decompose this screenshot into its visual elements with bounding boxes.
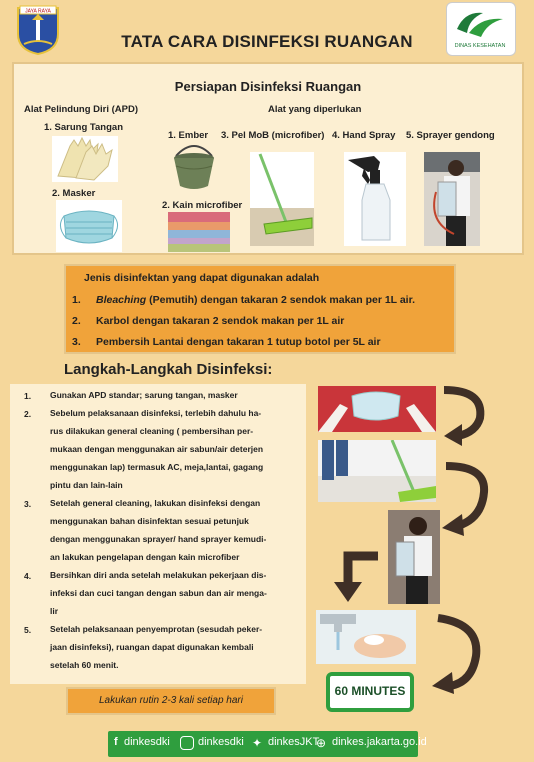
- step-handwash-photo: [316, 610, 416, 669]
- step-5-text: [50, 620, 304, 674]
- disinfectant-intro: Jenis disinfektan yang dapat digunakan adalah: [84, 272, 320, 284]
- steps-title: Langkah-Langkah Disinfeksi:: [64, 361, 273, 378]
- gloves-label: 1. Sarung Tangan: [44, 122, 124, 133]
- sprayer-image: [424, 152, 480, 251]
- mop-image: [250, 152, 314, 251]
- step-line: setelah 60 menit.: [50, 660, 119, 670]
- step-line: Gunakan APD standar; sarung tangan, masker: [50, 390, 238, 400]
- facebook-icon: f: [114, 736, 118, 748]
- preparation-panel: [12, 62, 524, 255]
- facebook-handle[interactable]: dinkesdki: [124, 736, 170, 748]
- curved-arrow-icon: [440, 462, 492, 543]
- disinfectant-3-text: Pembersih Lantai dengan takaran 1 tutup botol per 5L air: [96, 336, 381, 348]
- svg-text:JAYA RAYA: JAYA RAYA: [25, 8, 51, 15]
- curved-arrow-icon: [440, 384, 492, 453]
- disinfectant-2-num: 2.: [72, 315, 81, 327]
- step-line: menggunakan lap) termasuk AC, meja,lantai, gagang: [50, 462, 264, 472]
- sixty-minutes-sign: 60 MINUTES: [326, 672, 414, 712]
- bucket-image: [170, 142, 218, 197]
- step-mop-photo: [318, 440, 436, 507]
- preparation-title: Persiapan Disinfeksi Ruangan: [174, 79, 362, 94]
- step-2-text: [50, 404, 304, 494]
- apd-heading: Alat Pelindung Diri (APD): [24, 104, 138, 115]
- instagram-handle[interactable]: dinkesdki: [198, 736, 244, 748]
- hand-spray-label: 4. Hand Spray: [332, 130, 396, 141]
- gloves-image: [52, 136, 118, 187]
- step-line: Sebelum pelaksanaan disinfeksi, terlebih dahulu ha-: [50, 408, 262, 418]
- step-1-text: [50, 386, 304, 404]
- step-line: mukaan dengan menggunakan air sabun/air deterjen: [50, 444, 264, 454]
- step-line: Setelah general cleaning, lakukan disinfeksi dengan: [50, 498, 261, 508]
- step-ppe-photo: [318, 386, 436, 437]
- step-line: infeksi dan cuci tangan dengan sabun dan air menga-: [50, 588, 267, 598]
- mask-image: [56, 200, 122, 257]
- page-title: TATA CARA DISINFEKSI RUANGAN: [121, 32, 413, 51]
- svg-text:DINAS KESEHATAN: DINAS KESEHATAN: [454, 43, 506, 49]
- steps-panel: [10, 384, 306, 684]
- step-1-num: 1.: [24, 391, 32, 401]
- step-line: Bersihkan diri anda setelah melakukan pekerjaan dis-: [50, 570, 267, 580]
- instagram-icon: [180, 736, 194, 750]
- step-line: menggunakan bahan disinfektan sesuai petunjuk: [50, 516, 249, 526]
- disinfectant-1-num: 1.: [72, 294, 81, 306]
- cloth-image: [168, 212, 230, 257]
- twitter-handle[interactable]: dinkesJKT: [268, 736, 320, 748]
- globe-icon: ⊕: [316, 736, 327, 750]
- tools-heading: Alat yang diperlukan: [268, 104, 362, 115]
- disinfectant-2-text: Karbol dengan takaran 2 sendok makan per 1L air: [96, 315, 345, 327]
- step-3-text: [50, 494, 304, 566]
- website-link[interactable]: dinkes.jakarta.go.id: [332, 736, 427, 748]
- step-line: rus dilakukan general cleaning ( pembersihan per-: [50, 426, 254, 436]
- step-line: Setelah pelaksanaan penyemprotan (sesudah peker-: [50, 624, 263, 634]
- step-sprayer-photo: [388, 510, 440, 609]
- mop-label: 3. Pel MoB (microfiber): [221, 130, 325, 141]
- mask-label: 2. Masker: [52, 188, 96, 199]
- step-line: lir: [50, 606, 59, 616]
- curved-arrow-icon: [430, 614, 486, 699]
- twitter-icon: ✦: [252, 736, 263, 750]
- corner-arrow-icon: [332, 548, 378, 609]
- disinfectant-3-num: 3.: [72, 336, 81, 348]
- cloth-label: 2. Kain microfiber: [162, 200, 243, 211]
- step-4-text: [50, 566, 304, 620]
- step-line: an lakukan pengelapan dengan kain microfiber: [50, 552, 240, 562]
- social-footer: [108, 731, 427, 757]
- step-3-num: 3.: [24, 499, 32, 509]
- disinfectant-1-emphasis: Bleaching: [96, 294, 147, 306]
- step-line: pintu dan lain-lain: [50, 480, 123, 490]
- routine-note: Lakukan rutin 2-3 kali setiap hari: [66, 687, 276, 715]
- hand-spray-image: [344, 152, 406, 251]
- disinfectant-1-text: (Pemutih) dengan takaran 2 sendok makan per 1L air.: [146, 294, 415, 306]
- step-line: jaan disinfeksi), ruangan dapat digunakan kembali: [50, 642, 254, 652]
- bucket-label: 1. Ember: [168, 130, 209, 141]
- disinfectant-types-box: [64, 264, 456, 354]
- step-2-num: 2.: [24, 409, 32, 419]
- step-5-num: 5.: [24, 625, 32, 635]
- sprayer-label: 5. Sprayer gendong: [406, 130, 495, 141]
- step-4-num: 4.: [24, 571, 32, 581]
- step-line: dengan menggunakan sprayer/ hand sprayer kemudi-: [50, 534, 267, 544]
